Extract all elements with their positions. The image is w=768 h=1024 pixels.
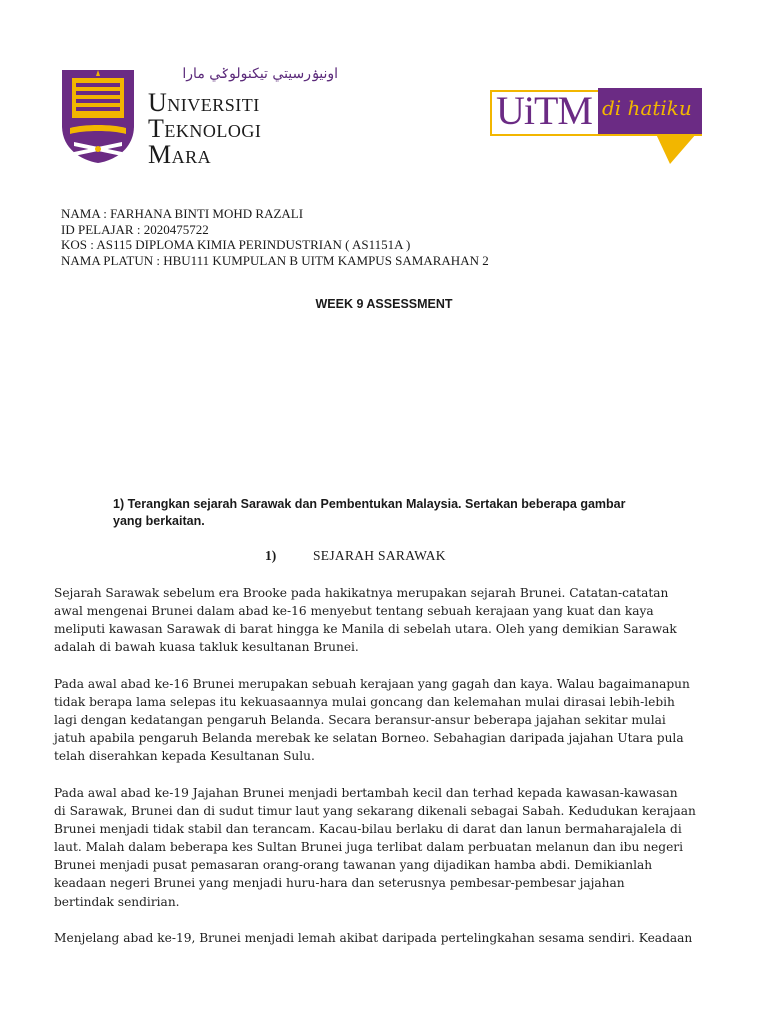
paragraph-line: Sejarah Sarawak sebelum era Brooke pada hakikatnya merupakan sejarah Brunei. Catatan-catatan — [54, 586, 669, 600]
paragraph-line: Brunei menjadi tidak stabil dan terancam. Kacau-bilau berlaku di darat dan lanun bermaharajalela di — [54, 822, 682, 837]
question-line: 1) Terangkan sejarah Sarawak dan Pembentukan Malaysia. Sertakan beberapa gambar — [113, 497, 626, 511]
paragraph-4 — [54, 929, 718, 947]
uitm-crest-logo — [60, 66, 338, 169]
paragraph-line: Pada awal abad ke-19 Jajahan Brunei menjadi bertambah kecil dan terhad kepada kawasan-kawasan — [54, 786, 678, 800]
paragraph-line: meliputi kawasan Sarawak di barat hingga ke Manila di sebelah utara. Oleh yang demikian Sarawak — [54, 622, 677, 637]
university-name — [148, 90, 261, 168]
uitm-dihatiku-badge — [490, 88, 706, 166]
student-course: KOS : AS115 DIPLOMA KIMIA PERINDUSTRIAN ( AS1151A ) — [61, 237, 411, 252]
university-name-line: Teknologi — [148, 114, 262, 143]
paragraph-line: Brunei menjadi pusat pemasaran orang-orang tawanan yang dijadikan hamba abdi. Demikianlah — [54, 858, 653, 873]
paragraph-line: awal mengenai Brunei dalam abad ke-16 menyebut tentang sebuah kerajaan yang kuat dan kaya — [54, 604, 654, 619]
paragraph-line: laut. Malah dalam beberapa kes Sultan Brunei juga terlibat dalam perbuatan melanun dan ibu negeri — [54, 840, 684, 855]
student-id: ID PELAJAR : 2020475722 — [61, 221, 209, 237]
paragraph-line: lagi dengan kedatangan pengaruh Belanda. Secara beransur-ansur beberapa jajahan sekitar mulai — [54, 713, 666, 728]
paragraph-3 — [54, 784, 718, 911]
paragraph-line: Menjelang abad ke-19, Brunei menjadi lemah akibat daripada pertelingkahan sesama sendiri. Keadaan — [54, 931, 693, 945]
speech-tail-icon — [656, 134, 696, 164]
section-title: SEJARAH SARAWAK — [313, 548, 446, 563]
paragraph-line: jatuh apabila pengaruh Belanda merebak ke selatan Borneo. Sebahagian daripada jajahan Utara pula — [54, 731, 684, 746]
uitm-shield-icon — [60, 68, 136, 164]
student-platoon: NAMA PLATUN : HBU111 KUMPULAN B UITM KAMPUS SAMARAHAN 2 — [61, 252, 489, 268]
paragraph-line: keadaan negeri Brunei yang menjadi huru-hara dan seterusnya pembesar-pembesar jajahan — [54, 876, 625, 891]
paragraph-2 — [54, 675, 718, 765]
paragraph-line: Pada awal abad ke-16 Brunei merupakan sebuah kerajaan yang gagah dan kaya. Walau bagaimanapun — [54, 677, 690, 691]
paragraph-line: telah diserahkan kepada Kesultanan Sulu. — [54, 749, 315, 764]
student-info — [61, 206, 489, 268]
paragraph-line: bertindak sendirian. — [54, 894, 180, 909]
section-number: 1) — [265, 548, 277, 563]
badge-uitm-text: UiTM — [496, 88, 592, 133]
university-name-line: Mara — [148, 140, 212, 169]
university-name-line: Universiti — [148, 88, 260, 117]
paragraph-line: adalah di bawah kuasa takluk kesultanan Brunei. — [54, 640, 359, 655]
paragraph-line: di Sarawak, Brunei dan di sudut timur laut yang sekarang dikenali sebagai Sabah. Kedudukan kerajaan — [54, 804, 696, 819]
badge-dihatiku-text: di hatiku — [602, 96, 692, 120]
university-jawi-text: اونيۏرسيتي تيكنولوݢي مارا — [182, 66, 338, 82]
paragraph-1 — [54, 584, 718, 656]
assessment-title: WEEK 9 ASSESSMENT — [315, 297, 453, 311]
question-line: yang berkaitan. — [113, 514, 205, 528]
question-text — [113, 496, 713, 530]
student-name: NAMA : FARHANA BINTI MOHD RAZALI — [61, 206, 304, 221]
paragraph-line: tidak berapa lama selepas itu kekuasaannya mulai goncang dan kelemahan mulai dirasai lebih-lebih — [54, 695, 675, 710]
